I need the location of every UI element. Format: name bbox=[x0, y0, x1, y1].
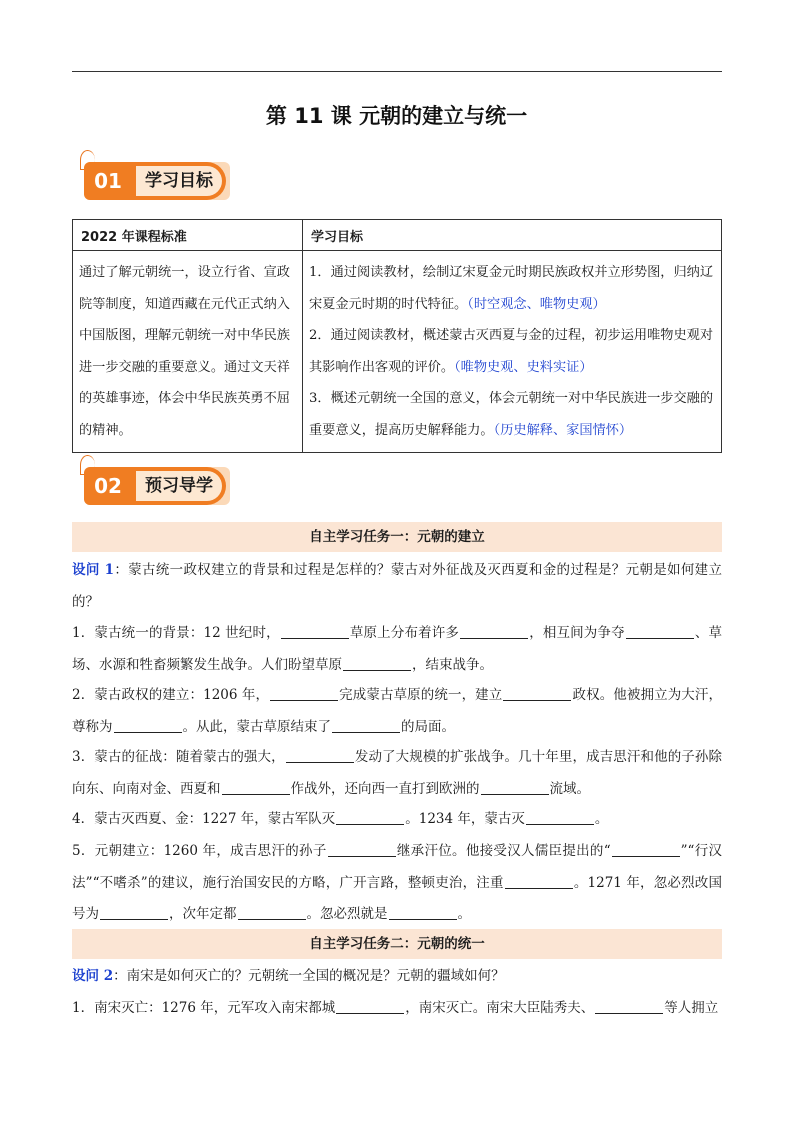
answer-blank[interactable] bbox=[336, 810, 404, 825]
answer-blank[interactable] bbox=[100, 905, 168, 920]
section-label: 预习导学 bbox=[136, 471, 222, 501]
goal-item: 3．概述元朝统一全国的意义，体会元朝统一对中华民族进一步交融的重要意义，提高历史解释能力。（历史解释、家国情怀） bbox=[309, 391, 714, 438]
answer-blank[interactable] bbox=[389, 905, 457, 920]
answer-blank[interactable] bbox=[612, 842, 680, 857]
table-header: 学习目标 bbox=[303, 220, 722, 251]
goal-item: 1．通过阅读教材，绘制辽宋夏金元时期民族政权并立形势图，归纳辽宋夏金元时期的时代特征。（时空观念、唯物史观） bbox=[309, 265, 714, 312]
section-number: 02 bbox=[84, 467, 132, 505]
answer-blank[interactable] bbox=[332, 718, 400, 733]
answer-blank[interactable] bbox=[336, 999, 404, 1014]
answer-blank[interactable] bbox=[460, 624, 528, 639]
section-badge-preview bbox=[80, 455, 240, 509]
question: 设问 1：蒙古统一政权建立的背景和过程是怎样的？蒙古对外征战及灭西夏和金的过程是？元朝是如何建立的？ bbox=[72, 562, 723, 610]
answer-blank[interactable] bbox=[526, 810, 594, 825]
header-rule bbox=[72, 71, 722, 72]
answer-blank[interactable] bbox=[238, 905, 306, 920]
answer-blank[interactable] bbox=[626, 624, 694, 639]
section-number: 01 bbox=[84, 162, 132, 200]
fill-item: 1．蒙古统一的背景：12 世纪时， 草原上分布着许多 ，相互间为争夺 、草场、水源和牲畜频繁发生战争。人们盼望草原 ，结束战争。 bbox=[72, 625, 723, 673]
answer-blank[interactable] bbox=[270, 686, 338, 701]
answer-blank[interactable] bbox=[503, 686, 571, 701]
section-badge-goals bbox=[80, 150, 240, 204]
answer-blank[interactable] bbox=[281, 624, 349, 639]
learning-goals bbox=[303, 251, 722, 453]
fill-item: 1．南宋灭亡：1276 年，元军攻入南宋都城 ，南宋灭亡。南宋大臣陆秀夫、 等人拥立 bbox=[72, 1000, 719, 1016]
answer-blank[interactable] bbox=[114, 718, 182, 733]
answer-blank[interactable] bbox=[481, 780, 549, 795]
goals-table bbox=[72, 219, 722, 453]
section-label: 学习目标 bbox=[136, 166, 222, 196]
answer-blank[interactable] bbox=[286, 748, 354, 763]
fill-item: 2．蒙古政权的建立：1206 年， 完成蒙古草原的统一，建立 政权。他被拥立为大汗，尊称为 。从此，蒙古草原结束了 的局面。 bbox=[72, 687, 723, 735]
task-band: 自主学习任务一：元朝的建立 bbox=[72, 522, 722, 552]
table-header: 2022 年课程标准 bbox=[73, 220, 303, 251]
answer-blank[interactable] bbox=[505, 874, 573, 889]
task-band: 自主学习任务二：元朝的统一 bbox=[72, 929, 722, 959]
goal-item: 2．通过阅读教材，概述蒙古灭西夏与金的过程，初步运用唯物史观对其影响作出客观的评价。（唯物史观、史料实证） bbox=[309, 328, 714, 375]
fill-item: 4．蒙古灭西夏、金：1227 年，蒙古军队灭 。1234 年，蒙古灭 。 bbox=[72, 811, 609, 827]
answer-blank[interactable] bbox=[222, 780, 290, 795]
answer-blank[interactable] bbox=[328, 842, 396, 857]
fill-item: 3．蒙古的征战：随着蒙古的强大， 发动了大规模的扩张战争。几十年里，成吉思汗和他的子孙除向东、向南对金、西夏和 作战外，还向西一直打到欧洲的 流域。 bbox=[72, 749, 723, 797]
curriculum-standard: 通过了解元朝统一，设立行省、宣政院等制度，知道西藏在元代正式纳入中国版图，理解元朝统一对中华民族进一步交融的重要意义。通过文天祥的英雄事迹，体会中华民族英勇不屈的精神。 bbox=[73, 251, 303, 453]
answer-blank[interactable] bbox=[343, 656, 411, 671]
fill-item: 5．元朝建立：1260 年，成吉思汗的孙子 继承汗位。他接受汉人儒臣提出的“ ”“行汉法”“不嗜杀”的建议，施行治国安民的方略，广开言路，整顿吏治，注重 。1271 年，忽必烈改国号为 ，次年定都 。忽必烈就是 。 bbox=[72, 843, 722, 922]
answer-blank[interactable] bbox=[595, 999, 663, 1014]
page-title: 第 11 课 元朝的建立与统一 bbox=[265, 104, 528, 128]
question: 设问 2：南宋是如何灭亡的？元朝统一全国的概况是？元朝的疆域如何？ bbox=[72, 968, 505, 984]
